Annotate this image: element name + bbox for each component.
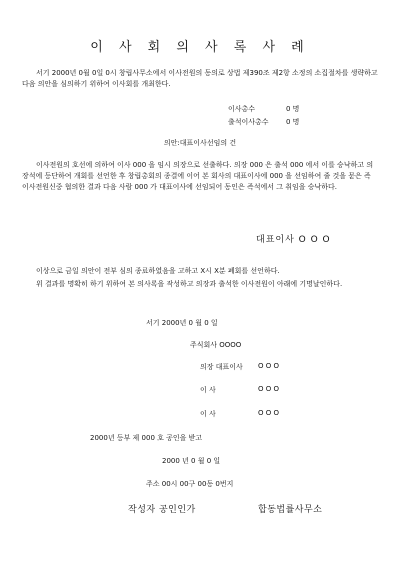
director1-seal: O O O	[258, 385, 279, 393]
company-name: 주식회사 OOOO	[190, 341, 242, 349]
agenda-title: 의안:대표이사선임의 건	[163, 139, 237, 147]
chair-label: 의장 대표이사	[200, 363, 243, 371]
representative-signature: 대표이사 O O O	[256, 235, 331, 245]
author-label: 작성자 공인인가	[128, 505, 196, 515]
present-directors-value: 0 명	[286, 118, 300, 126]
resolution-paragraph: 이사전원의 호선에 의하여 이사 000 을 임시 의장으로 선출하다. 의장 000 은 출석 000 에서 이를 승낙하고 의장석에 등단하여 개회를 선언한 후 창립총회의 종결에 이어 본 회사의 대표이사에 000 을 선임하여 줄 것을 묻은 즉 이사전원신중 협의한 결과 다음 사람 000 가 대표이사에 선임되어 동인은 즉석에서 그 취임을 승낙하다.	[22, 161, 374, 191]
total-directors-label: 이사총수	[228, 105, 256, 113]
director2-label: 이 사	[200, 410, 216, 418]
document-title: 이 사 회 의 사 록 사 례	[90, 40, 310, 55]
address: 주소 00시 00구 00동 0번지	[146, 480, 234, 488]
signing-date: 서기 2000년 0 월 0 일	[146, 319, 218, 327]
law-office-name: 합동법률사무소	[258, 505, 323, 515]
chair-seal: O O O	[258, 362, 279, 370]
director1-label: 이 사	[200, 386, 216, 394]
notary-date: 2000 년 0 월 0 일	[162, 457, 221, 465]
closing-line-2: 위 결과를 명확히 하기 위하여 본 의사록을 작성하고 의장과 출석한 이사전원이 아래에 기명날인하다.	[36, 280, 343, 288]
closing-line-1: 이상으로 금일 의안이 전부 심의 종료하였음을 고하고 X시 X분 폐회를 선언하다.	[36, 267, 280, 275]
notary-line: 2000년 등부 제 000 호 공인을 받고	[90, 434, 203, 442]
intro-paragraph: 서기 2000년 0월 0일 0시 창립사무소에서 이사전원의 동의로 상법 제390조 제2항 소정의 소집절차를 생략하고 다음 의안을 심의하기 위하여 이사회를 개최한다.	[22, 69, 378, 88]
total-directors-value: 0 명	[286, 105, 300, 113]
director2-seal: O O O	[258, 409, 279, 417]
present-directors-label: 출석이사총수	[228, 118, 269, 126]
